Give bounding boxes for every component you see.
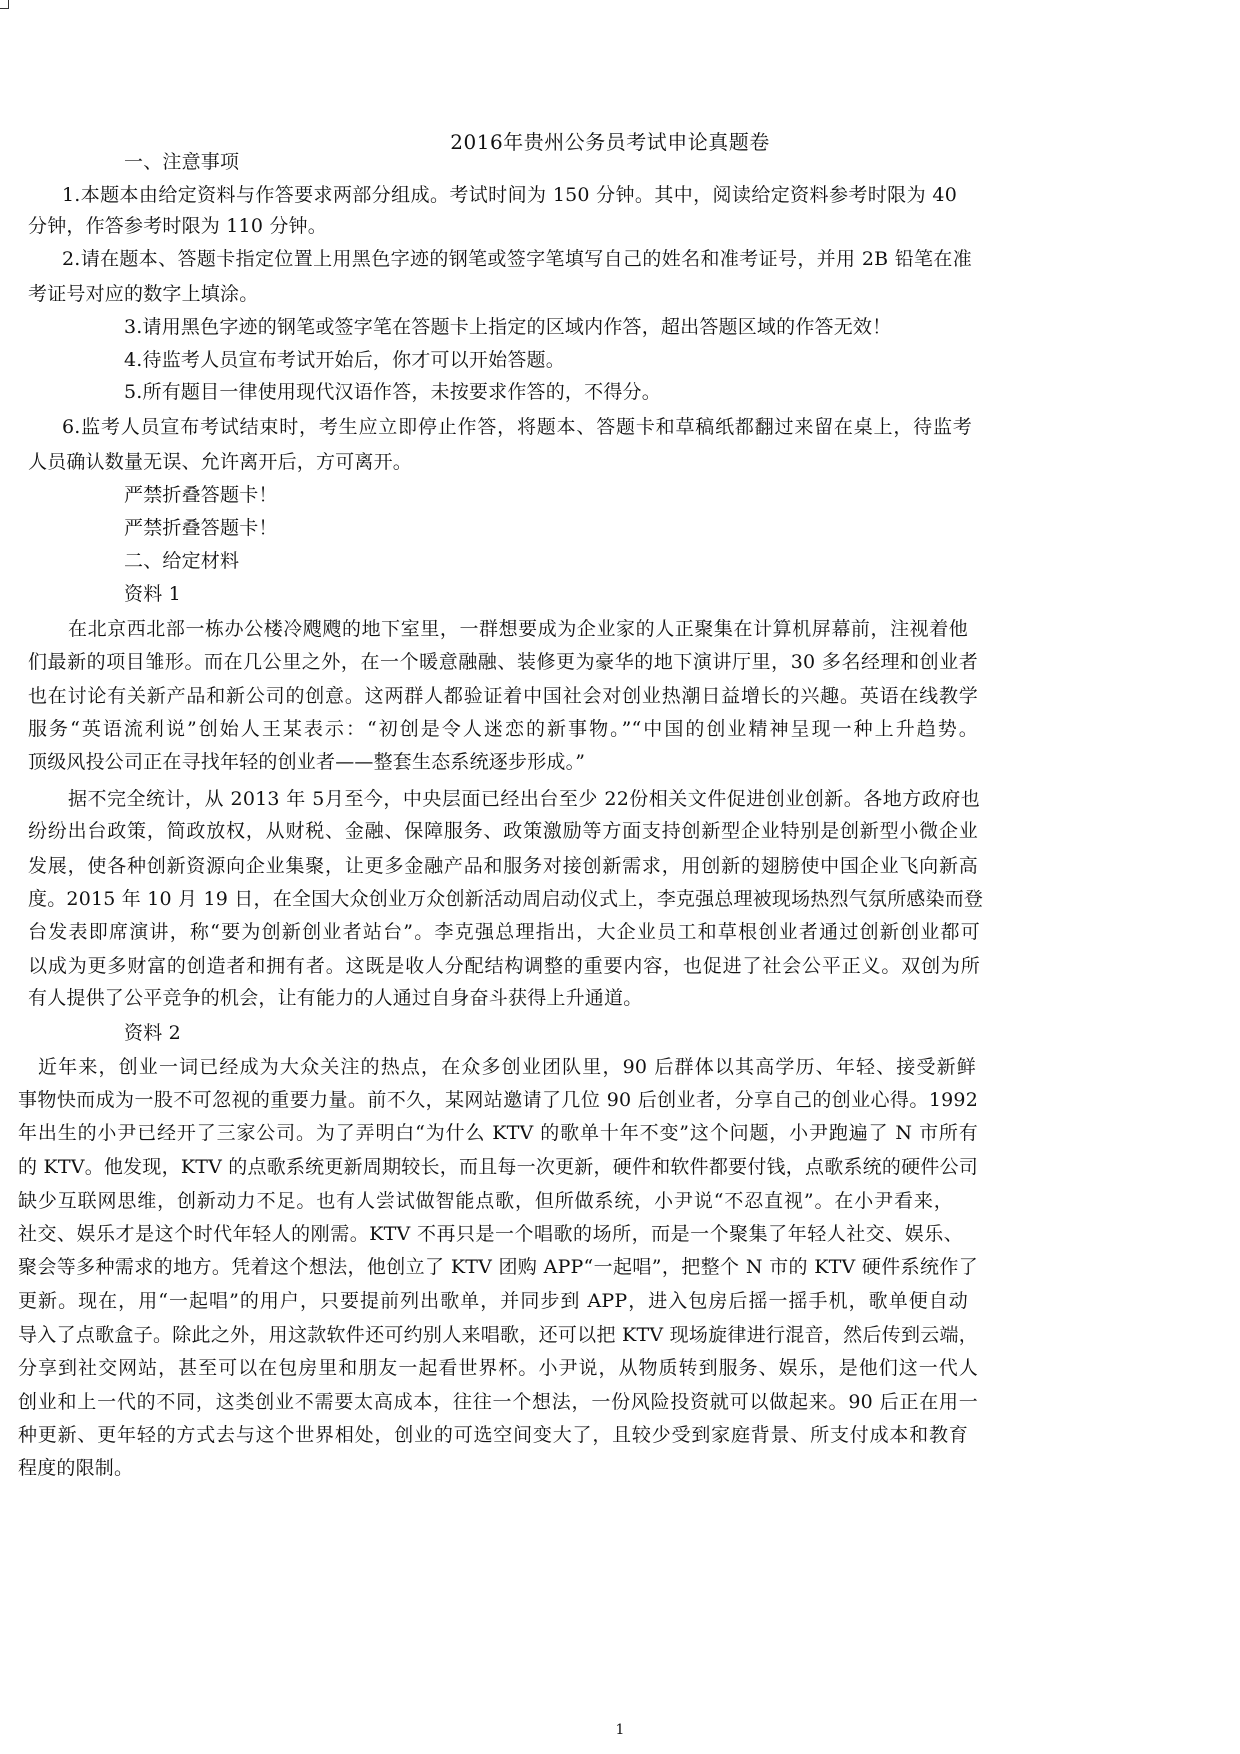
text-line: 考证号对应的数字上填涂。 [28,283,259,305]
text-line: 资料 2 [124,1022,181,1044]
text-line: 社交、娱乐才是这个时代年轻人的刚需。KTV 不再只是一个唱歌的场所，而是一个聚集了年轻人社交、娱乐、 [18,1223,963,1245]
text-line: 的 KTV。他发现，KTV 的点歌系统更新周期较长，而且每一次更新，硬件和软件都要付钱，点歌系统的硬件公司 [18,1156,978,1178]
text-line: 台发表即席演讲，称“要为创新创业者站台”。李克强总理指出，大企业员工和草根创业者通过创新创业都可 [28,921,980,943]
text-line: 近年来，创业一词已经成为大众关注的热点，在众多创业团队里，90 后群体以其高学历、年轻、接受新鲜 [38,1056,976,1078]
text-line: 更新。现在，用“一起唱”的用户，只要提前列出歌单，并同步到 APP，进入包房后摇一摇手机，歌单便自动 [18,1290,968,1312]
text-line: 有人提供了公平竞争的机会，让有能力的人通过自身奋斗获得上升通道。 [28,987,643,1009]
text-line: 事物快而成为一股不可忽视的重要力量。前不久，某网站邀请了几位 90 后创业者，分享自己的创业心得。1992 [18,1089,978,1111]
text-line: 4.待监考人员宣布考试开始后，你才可以开始答题。 [124,349,565,371]
text-line: 们最新的项目雏形。而在几公里之外，在一个暖意融融、装修更为豪华的地下演讲厅里，30 多名经理和创业者 [28,651,978,673]
text-line: 服务“英语流利说”创始人王某表示：“初创是令人迷恋的新事物。”“中国的创业精神呈现一种上升趋势。 [28,718,978,740]
text-line: 发展，使各种创新资源向企业集聚，让更多金融产品和服务对接创新需求，用创新的翅膀使中国企业飞向新高 [28,855,978,877]
text-line: 导入了点歌盒子。除此之外，用这款软件还可约别人来唱歌，还可以把 KTV 现场旋律进行混音，然后传到云端， [18,1324,978,1346]
text-line: 二、给定材料 [124,550,240,572]
text-line: 严禁折叠答题卡！ [124,484,278,506]
text-line: 种更新、更年轻的方式去与这个世界相处，创业的可选空间变大了，且较少受到家庭背景、所支付成本和教育 [18,1424,968,1446]
text-line: 严禁折叠答题卡！ [124,517,278,539]
text-line: 顶级风投公司正在寻找年轻的创业者——整套生态系统逐步形成。” [28,751,586,773]
page-corner-mark [0,0,9,9]
text-line: 6.监考人员宣布考试结束时，考生应立即停止作答，将题本、答题卡和草稿纸都翻过来留在桌上，待监考 [62,416,972,438]
text-line: 人员确认数量无误、允许离开后，方可离开。 [28,451,413,473]
text-line: 资料 1 [124,583,181,605]
text-line: 年出生的小尹已经开了三家公司。为了弄明白“为什么 KTV 的歌单十年不变”这个问题，小尹跑遍了 N 市所有 [18,1122,978,1144]
text-line: 创业和上一代的不同，这类创业不需要太高成本，往往一个想法，一份风险投资就可以做起来。90 后正在用一 [18,1391,978,1413]
text-line: 5.所有题目一律使用现代汉语作答，未按要求作答的，不得分。 [124,381,661,403]
text-line: 聚会等多种需求的地方。凭着这个想法，他创立了 KTV 团购 APP“一起唱”，把整个 N 市的 KTV 硬件系统作了 [18,1256,978,1278]
text-line: 2.请在题本、答题卡指定位置上用黑色字迹的钢笔或签字笔填写自己的姓名和准考证号，并用 2B 铅笔在准 [62,248,972,270]
document-title: 2016年贵州公务员考试申论真题卷 [450,130,770,154]
text-line: 3.请用黑色字迹的钢笔或签字笔在答题卡上指定的区域内作答，超出答题区域的作答无效！ [124,316,892,338]
text-line: 据不完全统计，从 2013 年 5月至今，中央层面已经出台至少 22份相关文件促进创业创新。各地方政府也 [68,788,980,810]
text-line: 1.本题本由给定资料与作答要求两部分组成。考试时间为 150 分钟。其中，阅读给定资料参考时限为 40 [62,184,957,206]
text-line: 纷纷出台政策，简政放权，从财税、金融、保障服务、政策激励等方面支持创新型企业特别是创新型小微企业 [28,820,978,842]
text-line: 分享到社交网站，甚至可以在包房里和朋友一起看世界杯。小尹说，从物质转到服务、娱乐，是他们这一代人 [18,1357,978,1379]
text-line: 程度的限制。 [18,1457,134,1479]
text-line: 一、注意事项 [124,151,240,173]
text-line: 分钟，作答参考时限为 110 分钟。 [28,215,327,237]
text-line: 度。2015 年 10 月 19 日，在全国大众创业万众创新活动周启动仪式上，李克强总理被现场热烈气氛所感染而登 [28,888,984,910]
text-line: 也在讨论有关新产品和新公司的创意。这两群人都验证着中国社会对创业热潮日益增长的兴趣。英语在线教学 [28,685,978,707]
text-line: 在北京西北部一栋办公楼冷飕飕的地下室里，一群想要成为企业家的人正聚集在计算机屏幕前，注视着他 [68,618,968,640]
text-line: 缺少互联网思维，创新动力不足。也有人尝试做智能点歌，但所做系统，小尹说“不忍直视”。在小尹看来， [18,1190,953,1212]
page-number: 1 [615,1722,625,1738]
text-line: 以成为更多财富的创造者和拥有者。这既是收人分配结构调整的重要内容，也促进了社会公平正义。双创为所 [28,955,980,977]
